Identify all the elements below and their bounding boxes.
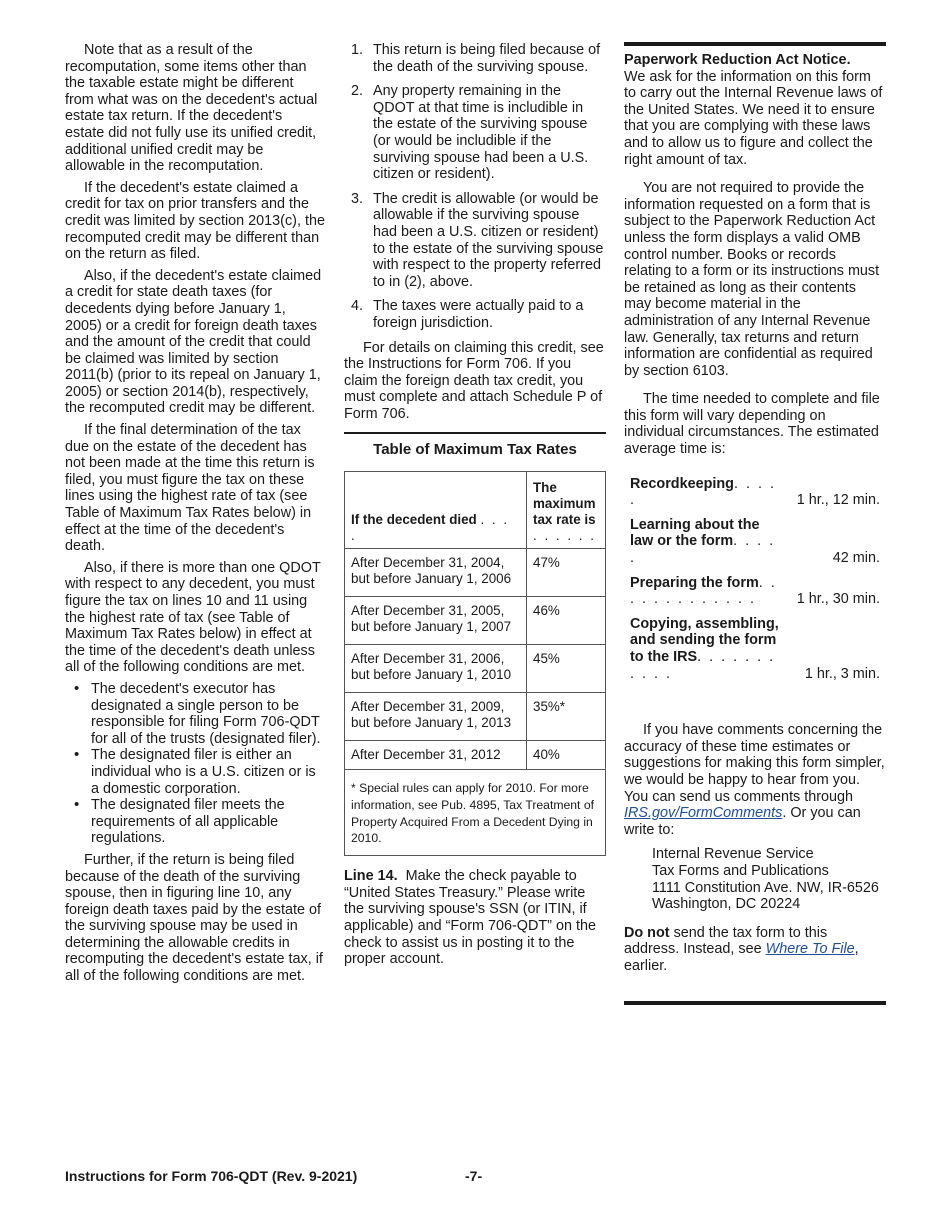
column-right — [624, 42, 886, 1005]
address-line: Tax Forms and Publications — [652, 862, 829, 879]
column-left — [65, 42, 325, 990]
table-header-row — [345, 472, 606, 549]
bullet-item: • The designated filer is either an individual who is a U.S. citizen or is a domestic corporation. — [65, 747, 325, 797]
rate-cell: 47% — [527, 549, 606, 597]
line-14-label: Line 14. — [344, 868, 398, 885]
leader-dots: . . . . . — [630, 475, 776, 509]
details-paragraph: For details on claiming this credit, see the Instructions for Form 706. If you claim the foreign death tax credit, you must complete and attach Schedule P of Form 706. — [344, 339, 604, 422]
task-label: Recordkeeping — [630, 475, 734, 492]
do-not-send-paragraph — [624, 925, 886, 975]
foreign-death-taxes-paragraph: Further, if the return is being filed because of the death of the surviving spouse, then in figuring line 10, any foreign death taxes paid by the estate of the surviving spouse may be used in determining the allowable credits in recomputing the decedent's estate tax, if all of the following conditions are met. — [65, 851, 323, 985]
header-leader-dots: . . . . — [351, 512, 510, 544]
page-number: -7- — [465, 1168, 483, 1184]
do-not-text-end: , earlier. — [624, 941, 859, 974]
table-row — [345, 549, 606, 597]
conditions-bullet-list — [65, 681, 325, 847]
line-14-paragraph — [344, 868, 606, 968]
bullet-item: • The designated filer meets the requirements of all applicable regulations. — [65, 797, 325, 847]
pra-text: We ask for the information on this form to carry out the Internal Revenue laws of the United States. We need it to ensure that you are complying with these laws and to allow us to figure and collect the right amount of tax. — [624, 68, 883, 168]
numbered-item — [344, 42, 606, 75]
time-row — [624, 468, 886, 509]
table-row — [345, 693, 606, 741]
address-line: Washington, DC 20224 — [652, 896, 801, 913]
omb-paragraph: You are not required to provide the information requested on a form that is subject to the Paperwork Reduction Act unless the form displays a valid OMB control number. Books or records relating to a form or its instructions must be retained as long as their contents may become material in the administration of any Internal Revenue law. Generally, tax returns and return information are confidential as required by section 6103. — [624, 180, 880, 379]
item-number: 4. — [351, 298, 364, 315]
line-14-text: Make the check payable to “United States Treasury.” Please write the surviving spouse's SSN (or ITIN, if applicable) and “Form 706-QDT” on the check to assist us in posting it to the proper account. — [344, 868, 596, 968]
time-amount: 1 hr., 3 min. — [804, 665, 880, 682]
table-footnote: * Special rules can apply for 2010. For more information, see Pub. 4895, Tax Treatment of Property Acquired From a Decedent Dying in 2010. — [345, 770, 606, 856]
period-cell: After December 31, 2006, but before January 1, 2010 — [345, 645, 527, 693]
table-row — [345, 741, 606, 770]
period-cell: After December 31, 2005, but before January 1, 2007 — [345, 597, 527, 645]
task-label: Learning about the law or the form — [630, 516, 760, 550]
time-task — [624, 608, 786, 682]
period-cell: After December 31, 2012 — [345, 741, 527, 770]
numbered-item — [344, 191, 606, 291]
time-task — [624, 509, 786, 567]
form-comments-link[interactable]: IRS.gov/FormComments — [624, 805, 783, 822]
footer-form-title: Instructions for Form 706-QDT (Rev. 9-2021) — [65, 1168, 358, 1184]
table-row — [345, 645, 606, 693]
prior-transfers-paragraph: If the decedent's estate claimed a credit for tax on prior transfers and the credit was limited by section 2013(c), the recomputed credit may be different than on the return as filed. — [65, 179, 325, 263]
rate-cell: 35%* — [527, 693, 606, 741]
item-number: 2. — [351, 83, 364, 100]
final-determination-paragraph: If the final determination of the tax due on the estate of the decedent has not been made at the time this return is filed, you must figure the tax on these lines using the highest rate of tax (see Table of Maximum Tax Rates below) in effect at the time of the decedent's death. — [65, 422, 315, 555]
header-leader-dots: . . . . . . — [533, 528, 596, 544]
time-amount: 42 min. — [832, 550, 880, 567]
bullet-item: • The decedent's executor has designated a single person to be responsible for filing Form 706-QDT for all of the trusts (designated filer). — [65, 681, 325, 747]
task-label: Copying, assembling, and sending the form to the IRS — [630, 615, 779, 665]
max-tax-rates-table — [344, 471, 606, 856]
do-not-text: send the tax form to this address. Instead, see — [624, 924, 828, 958]
recomputation-paragraph: Note that as a result of the recomputation, some items other than the taxable estate might be different from what was on the decedent's actual estate tax return. If the decedent's estate did not fully use its unified credit, additional unified credit may be allowable in the recomputation. — [65, 42, 318, 175]
item-text: Any property remaining in the QDOT at that time is includible in the estate of the surviving spouse (or would be includible if the surviving spouse had been a U.S. citizen or resident). — [373, 83, 589, 183]
table-row — [345, 597, 606, 645]
numbered-item — [344, 298, 606, 331]
item-text: The credit is allowable (or would be allowable if the surviving spouse had been a U.S. citizen or resident) to the estate of the surviving spouse with respect to the property referred to in (2), above. — [373, 190, 604, 290]
address-line: Internal Revenue Service — [652, 846, 814, 863]
pra-title: Paperwork Reduction Act Notice. — [624, 52, 851, 68]
time-amount: 1 hr., 30 min. — [796, 591, 880, 608]
time-row — [624, 509, 886, 567]
time-amount: 1 hr., 12 min. — [796, 492, 880, 509]
time-task — [624, 567, 786, 608]
do-not-label: Do not — [624, 924, 670, 941]
rate-cell: 45% — [527, 645, 606, 693]
table-footnote-row — [345, 770, 606, 856]
comments-paragraph — [624, 722, 886, 838]
irs-mailing-address — [624, 846, 886, 912]
rate-cell: 40% — [527, 741, 606, 770]
table-top-rule — [344, 432, 606, 434]
time-estimates-table — [624, 468, 886, 683]
table-title: Table of Maximum Tax Rates — [373, 441, 577, 459]
item-number: 3. — [351, 190, 364, 207]
where-to-file-link[interactable]: Where To File — [765, 941, 855, 958]
task-label: Preparing the form — [630, 574, 759, 591]
time-row — [624, 567, 886, 608]
rate-cell: 46% — [527, 597, 606, 645]
leader-dots: . . . . . — [630, 533, 776, 567]
comments-text-end: . Or you can write to: — [624, 805, 861, 838]
header-max-rate-label: The maximum tax rate is — [533, 480, 596, 528]
time-task — [624, 468, 786, 509]
time-estimate-paragraph: The time needed to complete and file this form will vary depending on individual circumstances. The estimated average time is: — [624, 391, 880, 458]
state-death-taxes-paragraph: Also, if the decedent's estate claimed a credit for state death taxes (for decedents dying before January 1, 2005) or a credit for foreign death taxes and the amount of the credit that could be claimed was limited by section 2011(b) (prior to its repeal on January 1, 2005) or section 2014(b), respectively, the recomputed credit may be different. — [65, 267, 322, 417]
header-decedent-died-label: If the decedent died — [351, 512, 477, 528]
item-text: This return is being filed because of the death of the surviving spouse. — [373, 42, 601, 75]
pra-paragraph — [624, 52, 886, 168]
section-bottom-rule — [624, 1001, 886, 1005]
header-max-rate — [527, 472, 606, 549]
item-number: 1. — [351, 42, 364, 58]
comments-text: If you have comments concerning the accuracy of these time estimates or suggestions for making this form simpler, we would be happy to hear from you. You can send us comments through — [624, 722, 885, 805]
conditions-numbered-list — [344, 42, 606, 332]
paperwork-notice-section — [624, 42, 886, 975]
leader-dots: . . . . . . . . . . . — [630, 649, 776, 682]
period-cell: After December 31, 2009, but before January 1, 2013 — [345, 693, 527, 741]
leader-dots: . . . . . . . . . . . . . — [630, 574, 777, 608]
multiple-qdot-paragraph: Also, if there is more than one QDOT with respect to any decedent, you must figure the tax on lines 10 and 11 using the highest rate of tax (see Table of Maximum Tax Rates below) in effect at the time of the decedent's death unless all of the following conditions are met. — [65, 559, 321, 676]
header-decedent-died — [345, 472, 527, 549]
period-cell: After December 31, 2004, but before January 1, 2006 — [345, 549, 527, 597]
numbered-item — [344, 83, 606, 183]
item-text: The taxes were actually paid to a foreign jurisdiction. — [373, 298, 584, 331]
time-row — [624, 608, 886, 682]
column-middle — [344, 42, 606, 968]
address-line: 1111 Constitution Ave. NW, IR-6526 — [652, 879, 879, 896]
